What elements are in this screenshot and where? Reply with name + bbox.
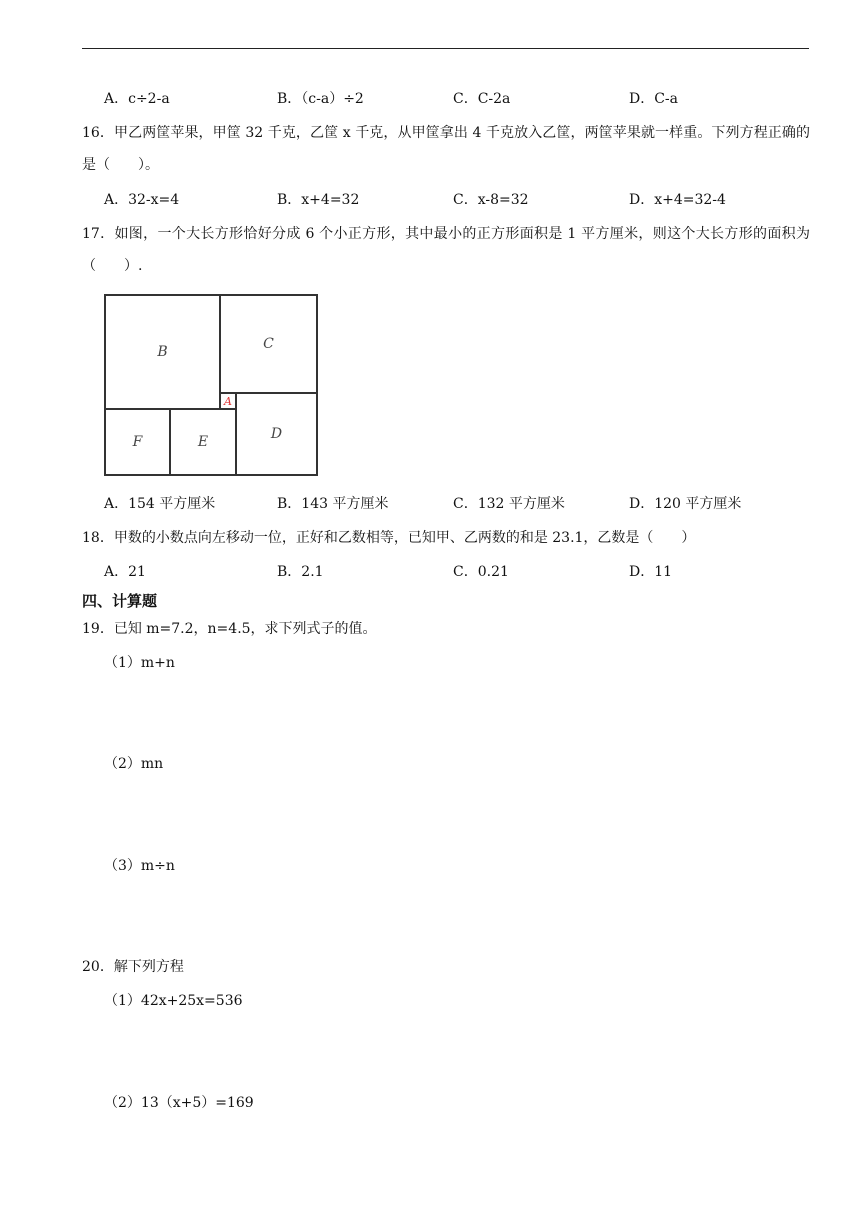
- square-c: C: [219, 294, 318, 394]
- q17-option-d[interactable]: D．120 平方厘米: [629, 496, 742, 512]
- q18-option-a[interactable]: A．21: [104, 564, 146, 580]
- q17-options: [104, 494, 804, 514]
- q18-options: [104, 562, 804, 582]
- q17-squares-figure: [102, 292, 320, 479]
- q19-text: 19．已知 m=7.2，n=4.5，求下列式子的值。: [82, 621, 377, 637]
- q15-options: [104, 89, 804, 109]
- q20-text: 20．解下列方程: [82, 959, 184, 975]
- q19-part-1: （1）m+n: [104, 655, 175, 671]
- q16-option-a[interactable]: A．32-x=4: [104, 192, 180, 208]
- square-f: F: [104, 408, 171, 476]
- q17-option-c[interactable]: C．132 平方厘米: [453, 496, 565, 512]
- q18-text: 18．甲数的小数点向左移动一位，正好和乙数相等，已知甲、乙两数的和是 23.1，乙数是（ ）: [82, 530, 696, 546]
- q19-part-2: （2）mn: [104, 756, 164, 772]
- q16-option-d[interactable]: D．x+4=32-4: [629, 192, 726, 208]
- q18-option-d[interactable]: D．11: [629, 564, 673, 580]
- q15-option-a[interactable]: A．c÷2-a: [104, 91, 170, 107]
- q15-option-b[interactable]: B．（c-a）÷2: [277, 91, 364, 107]
- q19-part-3: （3）m÷n: [104, 858, 175, 874]
- q16-option-b[interactable]: B．x+4=32: [277, 192, 360, 208]
- square-a: A: [219, 392, 237, 410]
- q18-option-b[interactable]: B．2.1: [277, 564, 324, 580]
- q16-options: [104, 190, 804, 210]
- q17-option-b[interactable]: B．143 平方厘米: [277, 496, 389, 512]
- q16-option-c[interactable]: C．x-8=32: [453, 192, 529, 208]
- square-e: E: [169, 408, 237, 476]
- q15-option-d[interactable]: D．C-a: [629, 91, 679, 107]
- q17-text: 17．如图，一个大长方形恰好分成 6 个小正方形，其中最小的正方形面积是 1 平方厘米，则这个大长方形的面积为（ ）.: [82, 226, 810, 274]
- q17-option-a[interactable]: A．154 平方厘米: [104, 496, 216, 512]
- section-title: 四、计算题: [82, 592, 158, 610]
- q20-part-2: （2）13（x+5）=169: [104, 1095, 254, 1111]
- q20-part-1: （1）42x+25x=536: [104, 993, 243, 1009]
- q18-option-c[interactable]: C．0.21: [453, 564, 509, 580]
- q15-option-c[interactable]: C．C-2a: [453, 91, 511, 107]
- q16-text: 16．甲乙两筐苹果，甲筐 32 千克，乙筐 x 千克，从甲筐拿出 4 千克放入乙筐，两筐苹果就一样重。下列方程正确的是（ ）。: [82, 125, 810, 173]
- square-d: D: [235, 392, 318, 476]
- square-b: B: [104, 294, 221, 410]
- header-rule: [82, 48, 809, 49]
